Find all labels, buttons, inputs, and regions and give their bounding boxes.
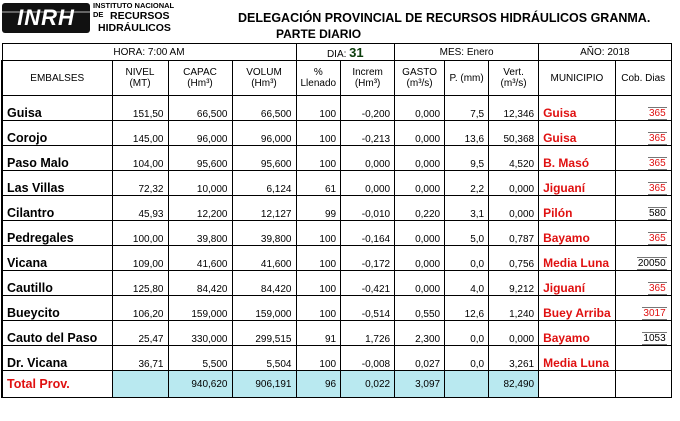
col-nivel: NIVEL (MT) [112,61,168,96]
cob-dias-value: 1053 [643,333,666,344]
cell-capac: 41,600 [168,246,232,271]
cell-vert: 0,000 [489,196,539,221]
table-row [2,346,671,371]
column-header-row [2,61,671,96]
cell-llenado: 100 [296,96,341,121]
cob-dias-value: 20050 [637,258,666,269]
cell-municipio: Pilón [539,196,616,221]
cell-cob-dias [615,146,671,171]
col-increm: Increm (Hm³) [341,61,395,96]
cell-gasto: 0,027 [395,346,445,371]
cell-cob-dias [615,171,671,196]
cell-p: 0,0 [445,246,489,271]
cell-p: 7,5 [445,96,489,121]
cell-p: 12,6 [445,296,489,321]
reservoir-name: Las Villas [2,171,112,196]
cell-p: 0,0 [445,346,489,371]
cell-llenado: 100 [296,221,341,246]
total-municipio [539,371,616,398]
cell-p: 9,5 [445,146,489,171]
table-row [2,171,671,196]
cell-vert: 0,787 [489,221,539,246]
cell-llenado: 100 [296,271,341,296]
cob-dias-value: 365 [648,183,666,194]
cell-municipio: Jiguaní [539,171,616,196]
cell-p: 4,0 [445,271,489,296]
total-label: Total Prov. [2,371,112,398]
reservoir-name: Cilantro [2,196,112,221]
cell-llenado: 99 [296,196,341,221]
table-row [2,271,671,296]
cell-vert: 12,346 [489,96,539,121]
inrh-logo [2,1,184,37]
reservoir-name: Cauto del Paso [2,321,112,346]
report-header [0,0,680,44]
cell-gasto: 0,000 [395,121,445,146]
reservoir-name: Bueycito [2,296,112,321]
table-row [2,296,671,321]
cell-vert: 3,261 [489,346,539,371]
reservoir-table [1,43,672,398]
table-row [2,221,671,246]
cell-increm: 0,000 [341,171,395,196]
cell-cob-dias [615,346,671,371]
cell-cob-dias [615,271,671,296]
dia-value: 31 [349,44,364,60]
reservoir-name: Dr. Vicana [2,346,112,371]
cell-nivel: 25,47 [112,321,168,346]
cob-dias-value: 365 [648,158,666,169]
cell-capac: 96,000 [168,121,232,146]
logo-mark: INRH [2,3,90,33]
cell-increm: 0,000 [341,146,395,171]
cell-llenado: 100 [296,346,341,371]
cell-gasto: 0,000 [395,96,445,121]
cell-nivel: 151,50 [112,96,168,121]
total-p [445,371,489,398]
col-volum: VOLUM (Hm³) [232,61,296,96]
reservoir-name: Cautillo [2,271,112,296]
mes-cell: MES: Enero [395,44,539,61]
cell-capac: 95,600 [168,146,232,171]
logo-line-2: RECURSOS [110,10,170,22]
cell-increm: -0,514 [341,296,395,321]
col-p: P. (mm) [445,61,489,96]
cell-gasto: 2,300 [395,321,445,346]
cell-vert: 0,000 [489,321,539,346]
cell-capac: 10,000 [168,171,232,196]
cell-nivel: 45,93 [112,196,168,221]
cell-capac: 5,500 [168,346,232,371]
cell-gasto: 0,000 [395,171,445,196]
reservoir-name: Corojo [2,121,112,146]
cell-volum: 41,600 [232,246,296,271]
reservoir-name: Guisa [2,96,112,121]
total-capac: 940,620 [168,371,232,398]
cell-volum: 5,504 [232,346,296,371]
hora-cell: HORA: 7:00 AM [2,44,296,61]
cell-p: 3,1 [445,196,489,221]
cell-cob-dias [615,96,671,121]
report-subtitle: PARTE DIARIO [276,27,362,41]
reservoir-name: Paso Malo [2,146,112,171]
cell-gasto: 0,000 [395,271,445,296]
cell-nivel: 72,32 [112,171,168,196]
cob-dias-value: 365 [648,133,666,144]
cell-increm: -0,164 [341,221,395,246]
cell-p: 5,0 [445,221,489,246]
cell-llenado: 100 [296,246,341,271]
dia-label: DIA: [326,48,347,60]
cell-llenado: 100 [296,296,341,321]
total-volum: 906,191 [232,371,296,398]
cell-nivel: 104,00 [112,146,168,171]
total-vert: 82,490 [489,371,539,398]
dia-cell [296,44,395,61]
cell-municipio: B. Masó [539,146,616,171]
cell-vert: 4,520 [489,146,539,171]
cob-dias-value: 3017 [643,308,666,319]
cell-volum: 6,124 [232,171,296,196]
cell-llenado: 61 [296,171,341,196]
cell-llenado: 91 [296,321,341,346]
cell-gasto: 0,220 [395,196,445,221]
cell-nivel: 109,00 [112,246,168,271]
cell-capac: 66,500 [168,96,232,121]
cell-nivel: 145,00 [112,121,168,146]
cell-cob-dias [615,246,671,271]
cell-vert: 9,212 [489,271,539,296]
table-row [2,121,671,146]
cell-municipio: Bayamo [539,321,616,346]
cell-vert: 50,368 [489,121,539,146]
col-gasto: GASTO (m³/s) [395,61,445,96]
cell-volum: 39,800 [232,221,296,246]
cell-capac: 159,000 [168,296,232,321]
cell-gasto: 0,550 [395,296,445,321]
cell-vert: 1,240 [489,296,539,321]
table-row [2,246,671,271]
cob-dias-value: 365 [648,283,666,294]
cob-dias-value: 365 [648,233,666,244]
cell-cob-dias [615,296,671,321]
table-row [2,146,671,171]
cell-volum: 159,000 [232,296,296,321]
cell-cob-dias [615,196,671,221]
cell-capac: 12,200 [168,196,232,221]
table-row [2,321,671,346]
cell-cob-dias [615,221,671,246]
total-increm: 0,022 [341,371,395,398]
cell-capac: 39,800 [168,221,232,246]
cell-volum: 84,420 [232,271,296,296]
report-title: DELEGACIÓN PROVINCIAL DE RECURSOS HIDRÁULICOS GRANMA. [238,11,651,25]
cell-increm: -0,200 [341,96,395,121]
col-cob: Cob. Dias [615,61,671,96]
cell-p: 2,2 [445,171,489,196]
cell-increm: -0,008 [341,346,395,371]
cell-municipio: Media Luna [539,346,616,371]
cell-volum: 299,515 [232,321,296,346]
cell-gasto: 0,000 [395,146,445,171]
cell-municipio: Buey Arriba [539,296,616,321]
cell-vert: 0,756 [489,246,539,271]
cell-municipio: Jiguaní [539,271,616,296]
cell-volum: 96,000 [232,121,296,146]
table-row [2,196,671,221]
cell-municipio: Guisa [539,121,616,146]
cell-municipio: Guisa [539,96,616,121]
cell-municipio: Bayamo [539,221,616,246]
cob-dias-value: 580 [648,208,666,219]
reservoir-name: Pedregales [2,221,112,246]
total-llenado: 96 [296,371,341,398]
total-gasto: 3,097 [395,371,445,398]
cell-capac: 84,420 [168,271,232,296]
cell-llenado: 100 [296,121,341,146]
cell-increm: -0,010 [341,196,395,221]
cell-nivel: 106,20 [112,296,168,321]
info-row [2,44,671,61]
total-row [2,371,671,398]
cob-dias-value: 365 [648,108,666,119]
total-cob [615,371,671,398]
cell-nivel: 125,80 [112,271,168,296]
cell-cob-dias [615,121,671,146]
table-row [2,96,671,121]
logo-line-1: INSTITUTO NACIONAL DE [93,1,174,19]
cell-p: 0,0 [445,321,489,346]
cell-volum: 95,600 [232,146,296,171]
cell-gasto: 0,000 [395,221,445,246]
cell-increm: -0,172 [341,246,395,271]
col-llenado: % Llenado [296,61,341,96]
cell-cob-dias [615,321,671,346]
cell-increm: 1,726 [341,321,395,346]
cell-p: 13,6 [445,121,489,146]
cell-municipio: Media Luna [539,246,616,271]
cell-nivel: 36,71 [112,346,168,371]
cell-llenado: 100 [296,146,341,171]
anio-cell: AÑO: 2018 [539,44,672,61]
cell-increm: -0,421 [341,271,395,296]
total-nivel [112,371,168,398]
cell-volum: 12,127 [232,196,296,221]
logo-line-3: HIDRÁULICOS [98,22,171,34]
reservoir-name: Vicana [2,246,112,271]
cell-increm: -0,213 [341,121,395,146]
cell-capac: 330,000 [168,321,232,346]
cell-volum: 66,500 [232,96,296,121]
col-municipio: MUNICIPIO [539,61,616,96]
cell-vert: 0,000 [489,171,539,196]
cell-gasto: 0,000 [395,246,445,271]
col-capac: CAPAC (Hm³) [168,61,232,96]
col-embalses: EMBALSES [2,61,112,96]
col-vert: Vert. (m³/s) [489,61,539,96]
cell-nivel: 100,00 [112,221,168,246]
